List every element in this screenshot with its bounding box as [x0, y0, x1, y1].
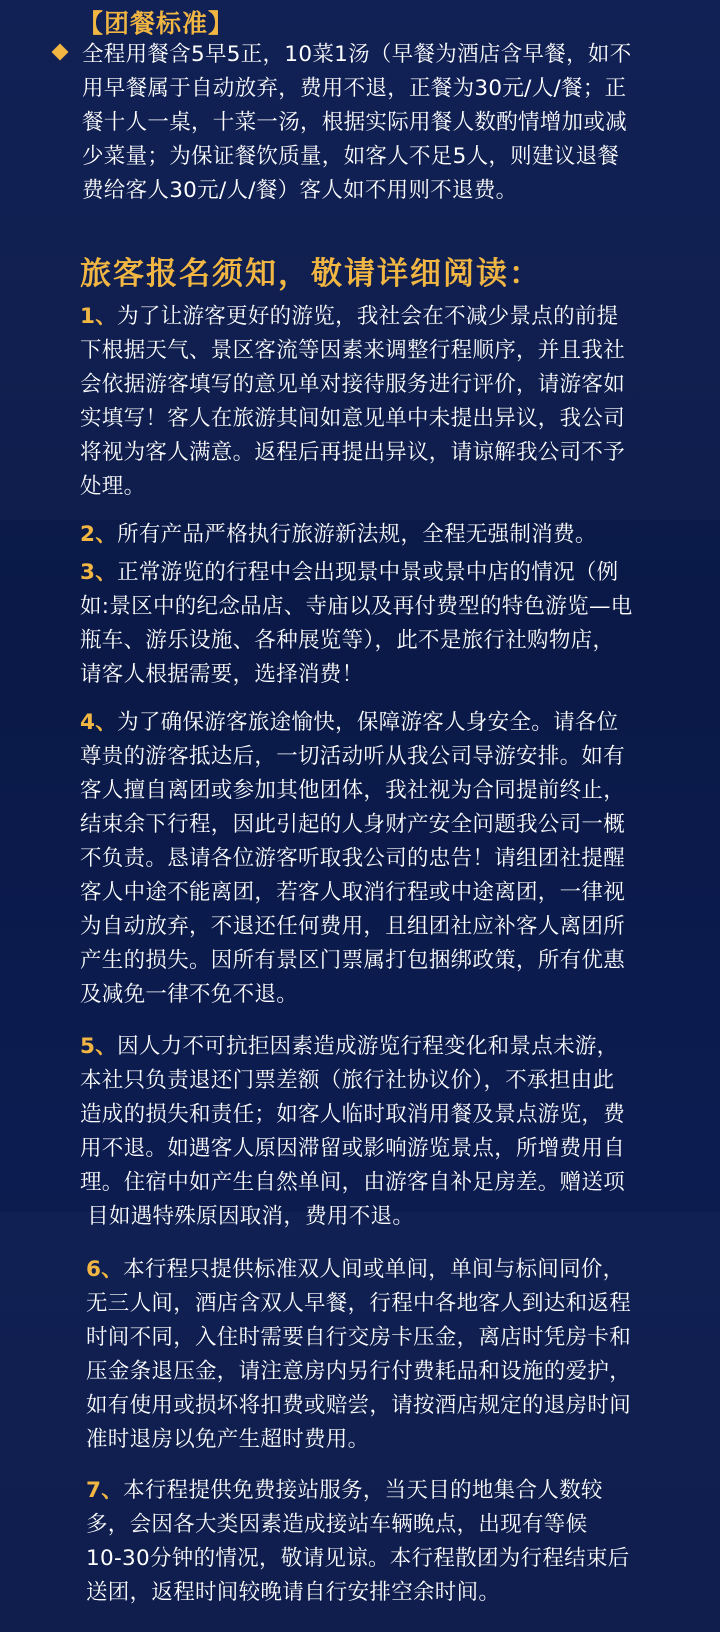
meal-standard-title: 【团餐标准】	[78, 9, 235, 38]
notice-item-5	[80, 1030, 625, 1234]
notice-item-number: 1、	[80, 304, 118, 329]
notice-title: 旅客报名须知，敬请详细阅读：	[80, 256, 542, 292]
notice-item-text: 因人力不可抗拒因素造成游览行程变化和景点未游， 本社只负责退还门票差额（旅行社协议价），不承担由此 造成的损失和责任；如客人临时取消用餐及景点游览，费 用不退。如遇客人原因滞留或影响游览景点，所增费用自 理。住宿中如产生自然单间，由游客自补足房差。赠送项 目如遇特殊原因取消，费用不退。	[80, 1034, 626, 1229]
notice-item-7	[86, 1474, 630, 1610]
notice-item-text: 为了确保游客旅途愉快，保障游客人身安全。请各位 尊贵的游客抵达后，一切活动听从我公司导游安排。如有 客人擅自离团或参加其他团体，我社视为合同提前终止， 结束余下行程，因此引起的人身财产安全问题我公司一概 不负责。恳请各位游客听取我公司的忠告！请组团社提醒 客人中途不能离团，若客人取消行程或中途离团，一律视 为自动放弃，不退还任何费用，且组团社应补客人离团所 产生的损失。因所有景区门票属打包捆绑政策，所有优惠 及减免一律不免不退。	[80, 710, 626, 1007]
notice-item-text: 正常游览的行程中会出现景中景或景中店的情况（例 如:景区中的纪念品店、寺庙以及再付费型的特色游览—电 瓶车、游乐设施、各种展览等），此不是旅行社购物店， 请客人根据需要，选择消费！	[80, 560, 633, 687]
notice-item-text: 本行程只提供标准双人间或单间，单间与标间同价， 无三人间，酒店含双人早餐，行程中各地客人到达和返程 时间不同，入住时需要自行交房卡压金，离店时凭房卡和 压金条退压金，请注意房内另行付费耗品和设施的爱护， 如有使用或损坏将扣费或赔尝，请按酒店规定的退房时间 准时退房以免产生超时费用。	[86, 1257, 632, 1452]
notice-item-4	[80, 706, 625, 1012]
notice-item-text: 为了让游客更好的游览，我社会在不减少景点的前提 下根据天气、景区客流等因素来调整行程顺序，并且我社 会依据游客填写的意见单对接待服务进行评价，请游客如 实填写！客人在旅游其间如意见单中未提出异议，我公司 将视为客人满意。返程后再提出异议，请谅解我公司不予 处理。	[80, 304, 626, 499]
notice-item-3	[80, 556, 633, 692]
notice-item-number: 7、	[86, 1478, 124, 1503]
notice-item-number: 4、	[80, 710, 118, 735]
notice-item-1	[80, 300, 625, 504]
notice-item-number: 3、	[80, 560, 118, 585]
notice-item-2	[80, 518, 597, 552]
notice-item-text: 所有产品严格执行旅游新法规，全程无强制消费。	[117, 522, 597, 547]
notice-item-6	[86, 1253, 631, 1457]
notice-item-number: 6、	[86, 1257, 124, 1282]
meal-standard-text: 全程用餐含5早5正，10菜1汤（早餐为酒店含早餐，如不 用早餐属于自动放弃，费用不退，正餐为30元/人/餐；正 餐十人一桌，十菜一汤，根据实际用餐人数酌情增加或减 少菜量；为保证餐饮质量，如客人不足5人，则建议退餐 费给客人30元/人/餐）客人如不用则不退费。	[82, 42, 632, 203]
notice-item-text: 本行程提供免费接站服务，当天目的地集合人数较 多，会因各大类因素造成接站车辆晚点，出现有等候 10-30分钟的情况，敬请见谅。本行程散团为行程结束后 送团，返程时间较晚请自行安排空余时间。	[86, 1478, 630, 1605]
notice-item-number: 2、	[80, 522, 118, 547]
notice-item-number: 5、	[80, 1034, 118, 1059]
